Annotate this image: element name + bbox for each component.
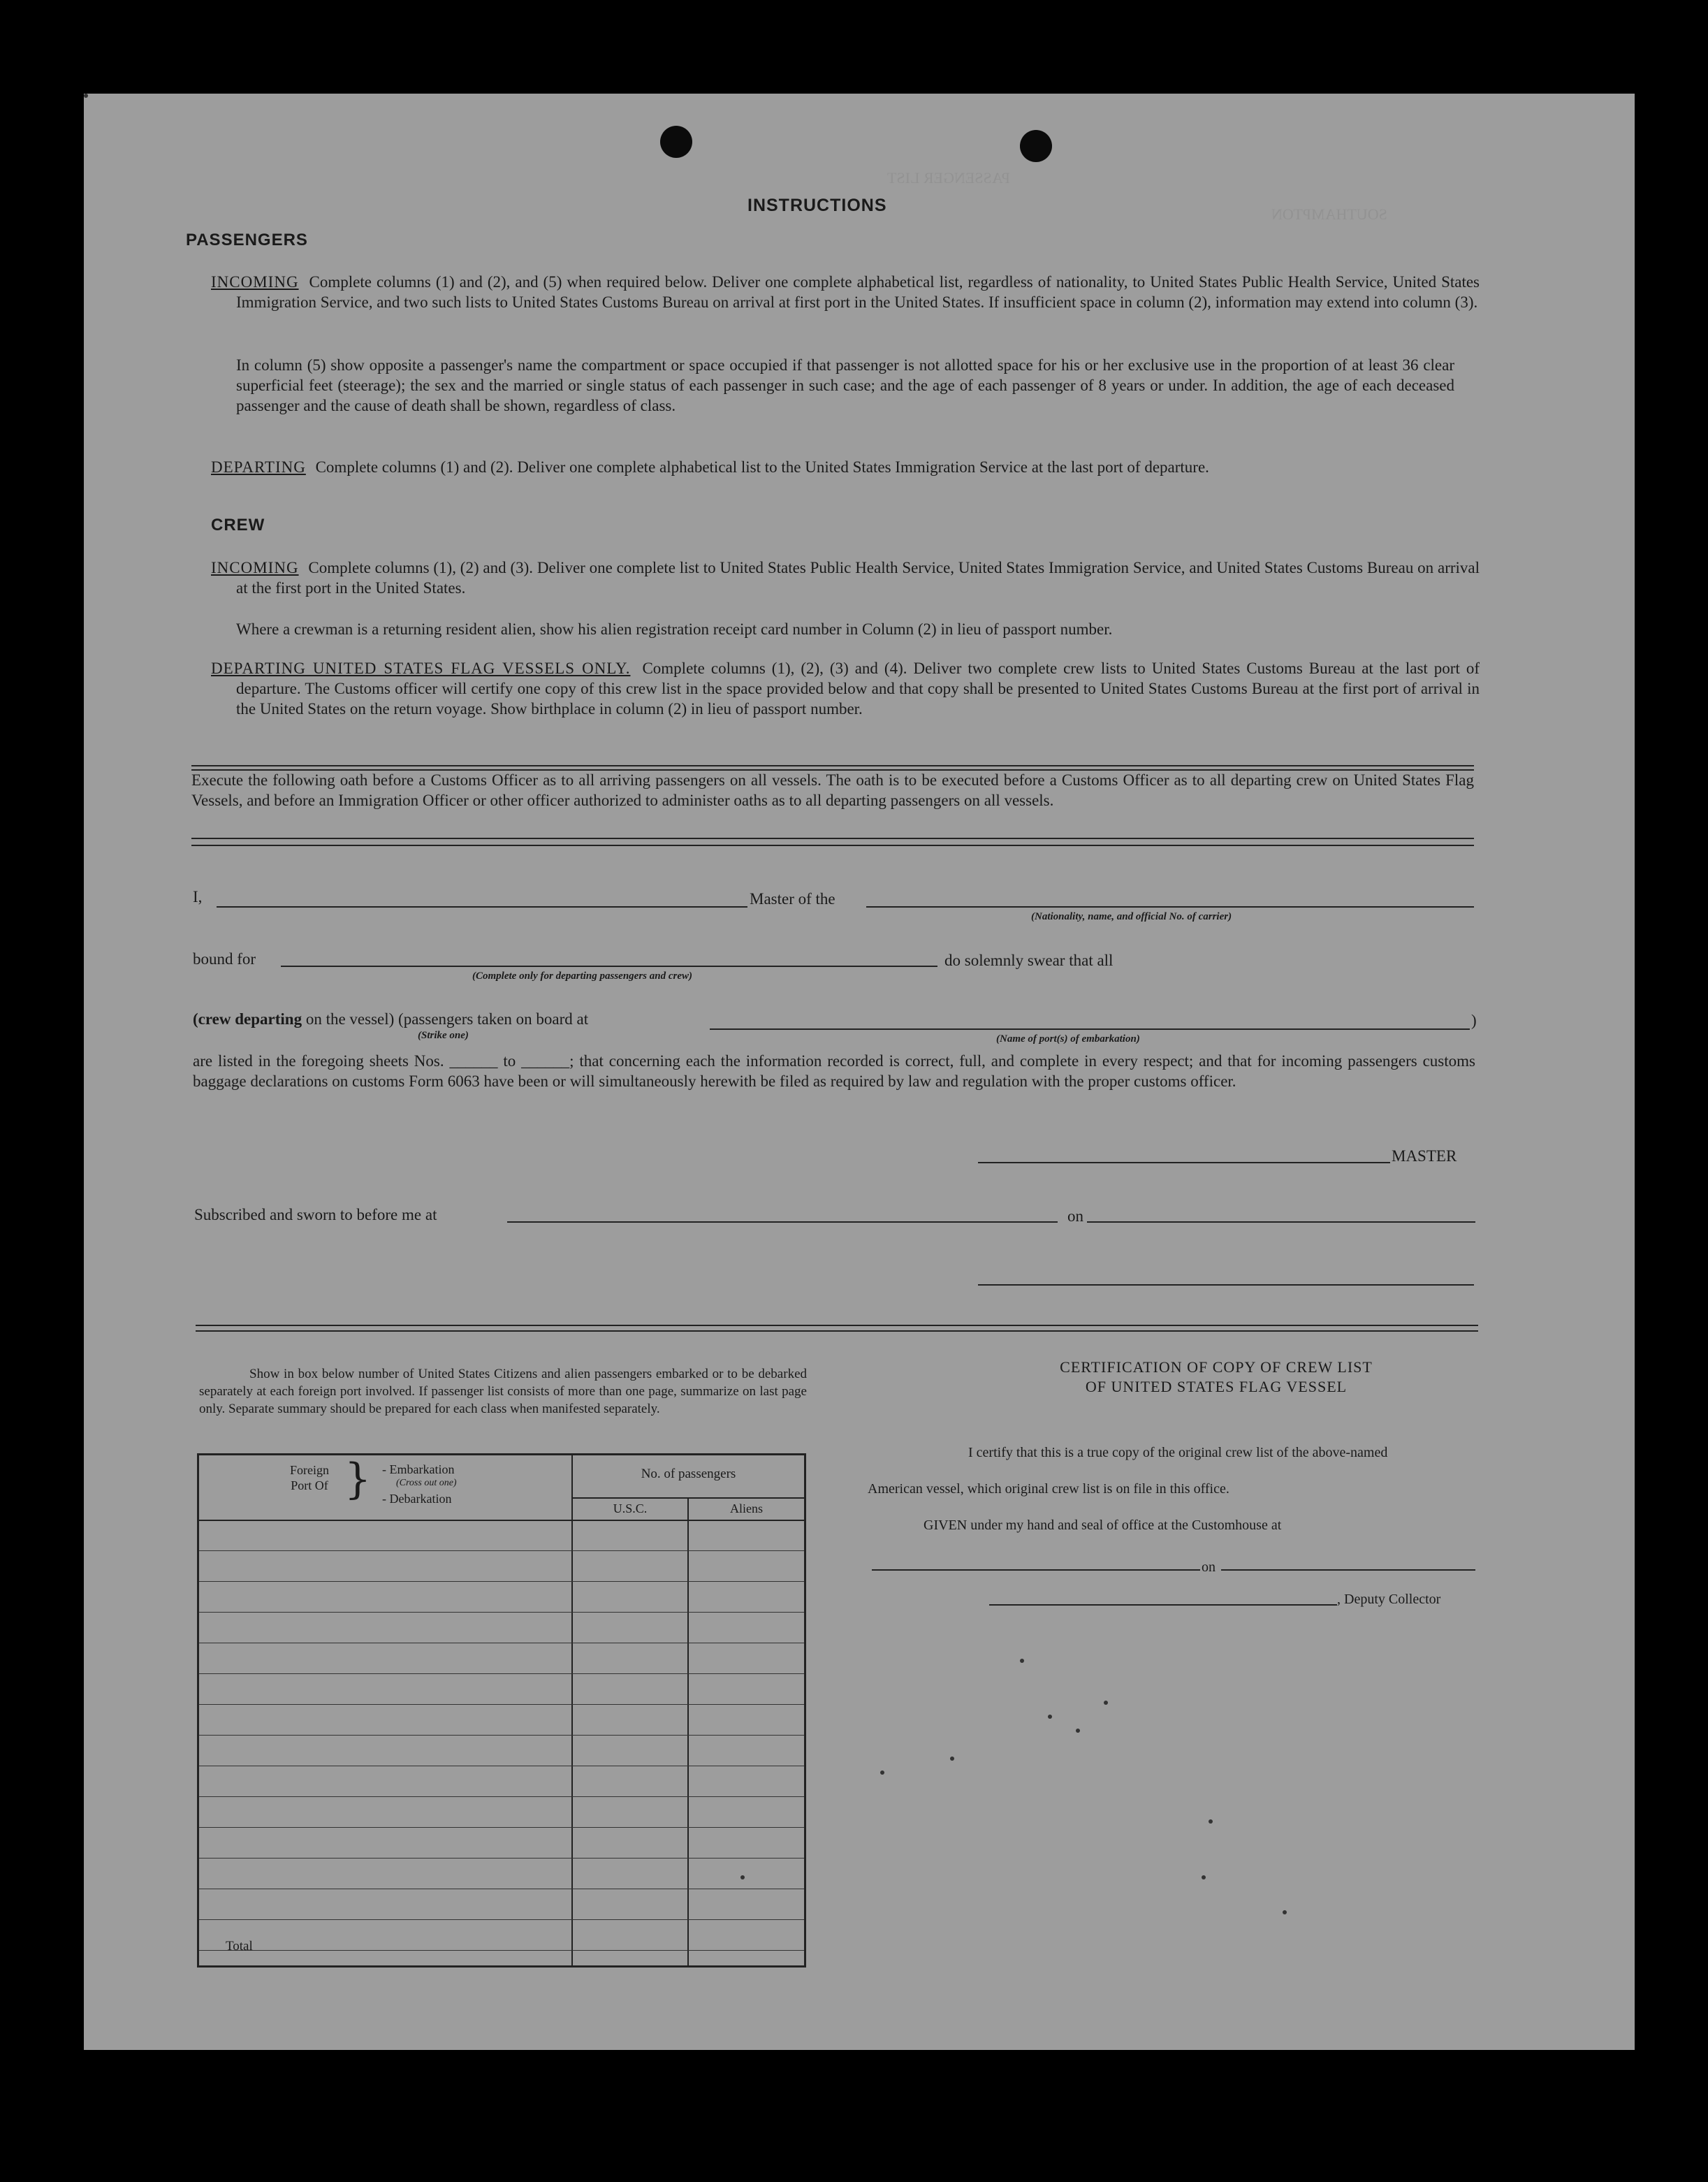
carrier-caption: (Nationality, name, and official No. of carrier) (1031, 911, 1232, 922)
passengers-heading: PASSENGERS (186, 231, 308, 249)
header-divider (573, 1497, 804, 1499)
sworn-place-field[interactable] (507, 1221, 1058, 1223)
divider-line (191, 845, 1474, 846)
speck (1104, 1701, 1108, 1705)
strike-one-caption: (Strike one) (418, 1030, 469, 1041)
oath-i-label: I, (193, 888, 203, 905)
certification-date-field[interactable] (1221, 1569, 1475, 1571)
divider-line (191, 765, 1474, 766)
officer-signature-field[interactable] (978, 1284, 1474, 1286)
listed-text: are listed in the foregoing sheets Nos. ______ to ______; that concerning each the information recorded is correct, full, and complete in every respect; and that for incoming passengers customs baggage declarations on customs Form 6063 have been or will simultaneously herewith be filed as required by law and regulation with the proper customs officer. (193, 1052, 1475, 1090)
embarkation-port-field[interactable] (710, 1028, 1470, 1030)
table-row-line (199, 1735, 804, 1736)
sworn-date-field[interactable] (1087, 1221, 1475, 1223)
crew-incoming-alien-para (236, 619, 1454, 639)
table-row-line (199, 1950, 804, 1951)
crew-incoming-para (211, 558, 1480, 598)
passengers-incoming-para (211, 272, 1480, 312)
page-title: INSTRUCTIONS (747, 196, 887, 215)
certification-line-2: American vessel, which original crew list is on file in this office. (868, 1481, 1229, 1497)
passengers-departing-text: Complete columns (1) and (2). Deliver one complete alphabetical list to the United States Immigration Service at the last port of departure. (315, 458, 1209, 476)
certification-heading-2: OF UNITED STATES FLAG VESSEL (1085, 1378, 1348, 1395)
crew-incoming-label: INCOMING (211, 559, 299, 576)
master-name-field[interactable] (217, 906, 747, 908)
table-row-line (199, 1704, 804, 1705)
sworn-on-label: on (1067, 1207, 1083, 1225)
speck (1202, 1875, 1206, 1879)
crew-departing-strike: (crew departing (193, 1010, 302, 1028)
total-label: Total (226, 1939, 253, 1954)
table-row-line (199, 1827, 804, 1828)
table-row-line (199, 1796, 804, 1797)
on-vessel-label: on the vessel) (passengers taken on board at (305, 1010, 589, 1028)
speck (1020, 1659, 1024, 1663)
crew-heading: CREW (211, 516, 265, 534)
speck (1209, 1819, 1213, 1824)
crew-departing-text: Complete columns (1), (2), (3) and (4). Deliver two complete crew lists to United States Customs Bureau at the last port of departure. The Customs officer will certify one copy of this crew list in the space provided below and that copy shall be presented to United States Customs Bureau at the first port of arrival in the United States on the return voyage. Show birthplace in column (2) in lieu of passport number. (236, 660, 1480, 718)
header-aliens: Aliens (730, 1501, 763, 1515)
passengers-departing-para (211, 457, 1480, 477)
master-signature-field[interactable] (978, 1162, 1390, 1163)
certification-line-1: I certify that this is a true copy of the original crew list of the above-named (968, 1445, 1388, 1460)
port-caption: (Name of port(s) of embarkation) (996, 1033, 1140, 1045)
speck (1076, 1729, 1080, 1733)
divider-line (196, 1325, 1478, 1326)
speck (1048, 1715, 1052, 1719)
speck (740, 1875, 745, 1879)
passengers-departing-label: DEPARTING (211, 458, 306, 476)
passengers-incoming-label: INCOMING (211, 273, 299, 291)
header-bottom (199, 1520, 804, 1521)
passengers-incoming-text2: In column (5) show opposite a passenger's name the compartment or space occupied if that passenger is not allotted space for his or her exclusive use in the proportion of at least 36 clear superficial feet (steerage); the sex and the married or single status of each passenger in such case; and the age of each passenger of 8 years or under. In addition, the age of each deceased passenger and the cause of death shall be shown, regardless of class. (236, 356, 1454, 414)
bound-for-label: bound for (193, 950, 256, 968)
master-label: MASTER (1392, 1147, 1457, 1165)
table-row-line (199, 1858, 804, 1859)
deputy-collector-label: , Deputy Collector (1337, 1592, 1441, 1607)
table-row-line (199, 1581, 804, 1582)
table-row-line (199, 1612, 804, 1613)
column-divider (687, 1497, 689, 1965)
passengers-incoming-text: Complete columns (1) and (2), and (5) when required below. Deliver one complete alphabetical list, regardless of nationality, to United States Public Health Service, United States Immigration Service, and two such lists to United States Customs Bureau on arrival at first port in the United States. If insufficient space in column (2), information may extend into column (3). (236, 273, 1480, 311)
customhouse-field[interactable] (872, 1569, 1200, 1571)
divider-line (196, 1330, 1478, 1332)
header-debarkation: - Debarkation (382, 1492, 452, 1506)
certification-line-3: GIVEN under my hand and seal of office at the Customhouse at (924, 1518, 1282, 1533)
bleed-through-text: PASSENGER LIST (887, 169, 1010, 187)
certification-heading-1: CERTIFICATION OF COPY OF CREW LIST (1060, 1358, 1373, 1376)
brace-icon: } (344, 1455, 372, 1504)
summary-instructions: Show in box below number of United States Citizens and alien passengers embarked or to be debarked separately at each foreign port involved. If passenger list consists of more than one page, summarize on last page only. Separate summary should be prepared for each class when manifested separately. (199, 1367, 807, 1416)
document-page (84, 94, 1635, 2050)
swear-label: do solemnly swear that all (944, 952, 1114, 969)
header-foreign-port: Foreign Port Of (290, 1463, 329, 1492)
master-of-the-label: Master of the (750, 890, 835, 908)
speck (880, 1770, 884, 1775)
header-no-passengers: No. of passengers (641, 1467, 736, 1481)
deputy-collector-field[interactable] (989, 1604, 1337, 1606)
speck (84, 94, 88, 98)
table-row-line (199, 1919, 804, 1920)
header-usc: U.S.C. (613, 1501, 648, 1515)
speck (1283, 1910, 1287, 1914)
bleed-through-text: SOUTHAMPTON (1271, 205, 1387, 223)
close-paren: ) (1471, 1012, 1477, 1029)
crew-incoming-text: Complete columns (1), (2) and (3). Deliver one complete list to United States Public Health Service, United States Immigration Service, and United States Customs Bureau on arrival at the first port in the United States. (236, 559, 1480, 597)
bound-for-field[interactable] (281, 966, 937, 967)
crew-departing-option (193, 1010, 588, 1028)
crew-departing-label: DEPARTING UNITED STATES FLAG VESSELS ONLY. (211, 660, 631, 677)
punch-hole (1020, 130, 1052, 162)
speck (950, 1756, 954, 1761)
divider-line (191, 838, 1474, 839)
crew-departing-para (211, 658, 1480, 719)
oath-instruction: Execute the following oath before a Customs Officer as to all arriving passengers on all vessels. The oath is to be executed before a Customs Officer as to all departing crew on United States Flag Vessels, and before an Immigration Officer or other officer authorized to administer oaths as to all departing passengers on all vessels. (191, 771, 1474, 809)
bound-for-caption: (Complete only for departing passengers and crew) (472, 970, 692, 982)
carrier-field[interactable] (866, 906, 1474, 908)
subscribed-label: Subscribed and sworn to before me at (194, 1206, 437, 1223)
header-embarkation: - Embarkation (382, 1462, 455, 1476)
passengers-incoming-column5-para (236, 355, 1454, 416)
table-row-line (199, 1550, 804, 1551)
table-row-line (199, 1673, 804, 1674)
header-cross-out: (Cross out one) (396, 1478, 457, 1488)
passenger-summary-table (197, 1453, 806, 1968)
crew-incoming-text2: Where a crewman is a returning resident alien, show his alien registration receipt card number in Column (2) in lieu of passport number. (236, 620, 1113, 638)
certification-on-label: on (1202, 1559, 1216, 1575)
punch-hole (660, 126, 692, 158)
